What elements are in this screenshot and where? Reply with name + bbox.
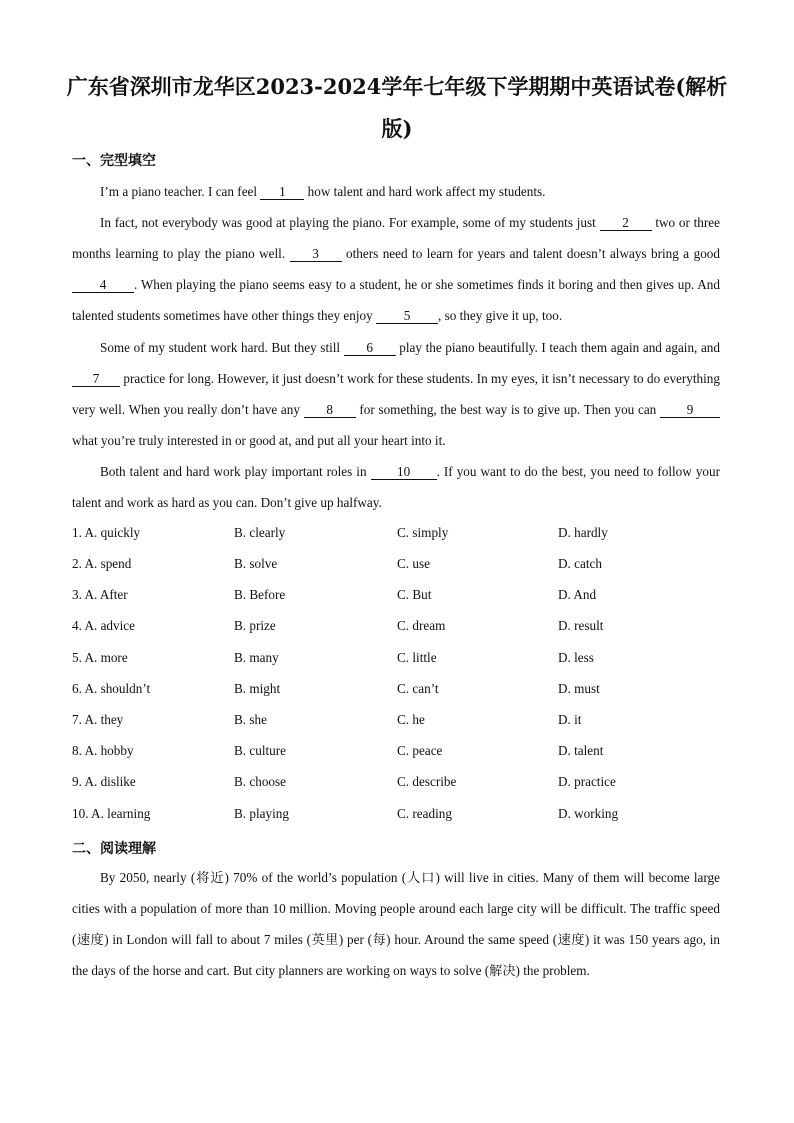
question-row [72, 587, 732, 607]
question-row [72, 525, 732, 545]
option-a: 5. A. more [72, 650, 128, 665]
option-d: D. less [558, 650, 594, 665]
option-c: C. describe [397, 774, 457, 789]
option-a: 4. A. advice [72, 618, 135, 633]
option-a: 10. A. learning [72, 806, 151, 821]
option-b: B. Before [234, 587, 286, 602]
passage-paragraph-1: I’m a piano teacher. I can feel 1 how talent and hard work affect my students. [100, 184, 546, 199]
section-heading-cloze: 一、完型填空 [72, 153, 156, 169]
option-c: C. use [397, 556, 430, 571]
option-a: 1. A. quickly [72, 525, 141, 540]
question-row [72, 712, 732, 732]
question-row [72, 743, 732, 763]
question-row [72, 618, 732, 638]
option-b: B. playing [234, 806, 289, 821]
option-a: 9. A. dislike [72, 774, 136, 789]
option-a: 6. A. shouldn’t [72, 681, 151, 696]
option-c: C. he [397, 712, 425, 727]
option-d: D. working [558, 806, 619, 821]
option-c: C. simply [397, 525, 449, 540]
option-c: C. little [397, 650, 437, 665]
option-d: D. must [558, 681, 600, 696]
blank-10: 10 [371, 465, 437, 480]
option-b: B. she [234, 712, 267, 727]
option-c: C. can’t [397, 681, 439, 696]
option-d: D. result [558, 618, 604, 633]
passage-paragraph-2: In fact, not everybody was good at playing the piano. For example, some of my students just 2 two or three months learning to play the piano well. 3 others need to learn for years and talent doesn’t always bring a good 4 . When playing the piano seems easy to a student, he or she sometimes finds it boring and then gives up. And talented students sometimes have other things they enjoy 5 , so they give it up, too. [72, 215, 720, 323]
document-title: 广东省深圳市龙华区2023-2024学年七年级下学期期中英语试卷(解析版) [66, 74, 728, 141]
option-b: B. many [234, 650, 279, 665]
option-b: B. clearly [234, 525, 286, 540]
question-row [72, 556, 732, 576]
option-b: B. solve [234, 556, 278, 571]
passage-paragraph-4: Both talent and hard work play important roles in 10 . If you want to do the best, you need to follow your talent and work as hard as you can. Don’t give up halfway. [72, 464, 720, 510]
question-row [72, 681, 732, 701]
option-d: D. hardly [558, 525, 608, 540]
blank-6: 6 [344, 341, 396, 356]
blank-2: 2 [600, 216, 652, 231]
question-row [72, 774, 732, 794]
blank-5: 5 [376, 309, 438, 324]
option-c: C. peace [397, 743, 443, 758]
option-b: B. choose [234, 774, 287, 789]
blank-8: 8 [304, 403, 356, 418]
blank-4: 4 [72, 278, 134, 293]
option-a: 7. A. they [72, 712, 124, 727]
question-row [72, 806, 732, 826]
option-c: C. reading [397, 806, 452, 821]
question-row [72, 650, 732, 670]
option-c: C. But [397, 587, 432, 602]
blank-7: 7 [72, 372, 120, 387]
option-d: D. it [558, 712, 582, 727]
section-heading-reading: 二、阅读理解 [72, 841, 156, 857]
option-d: D. talent [558, 743, 604, 758]
blank-1: 1 [260, 185, 304, 200]
option-a: 8. A. hobby [72, 743, 134, 758]
option-b: B. culture [234, 743, 287, 758]
blank-9: 9 [660, 403, 720, 418]
option-d: D. catch [558, 556, 602, 571]
reading-passage: By 2050, nearly (将近) 70% of the world’s population (人口) will live in cities. Many of them will become large cities with a population of more than 10 million. Moving people around each large city will be difficult. The traffic speed (速度) in London will fall to about 7 miles (英里) per (每) hour. Around the same speed (速度) it was 150 years ago, in the days of the horse and cart. But city planners are working on ways to solve (解决) the problem. [72, 870, 720, 978]
option-b: B. prize [234, 618, 276, 633]
option-b: B. might [234, 681, 281, 696]
option-a: 3. A. After [72, 587, 128, 602]
passage-paragraph-3: Some of my student work hard. But they still 6 play the piano beautifully. I teach them again and again, and 7 practice for long. However, it just doesn’t work for these students. In my eyes, it isn’t necessary to do everything very well. When you really don’t have any 8 for something, the best way is to give up. Then you can 9 what you’re truly interested in or good at, and put all your heart into it. [72, 340, 720, 448]
blank-3: 3 [290, 247, 342, 262]
option-d: D. practice [558, 774, 616, 789]
option-a: 2. A. spend [72, 556, 132, 571]
option-c: C. dream [397, 618, 446, 633]
option-d: D. And [558, 587, 597, 602]
